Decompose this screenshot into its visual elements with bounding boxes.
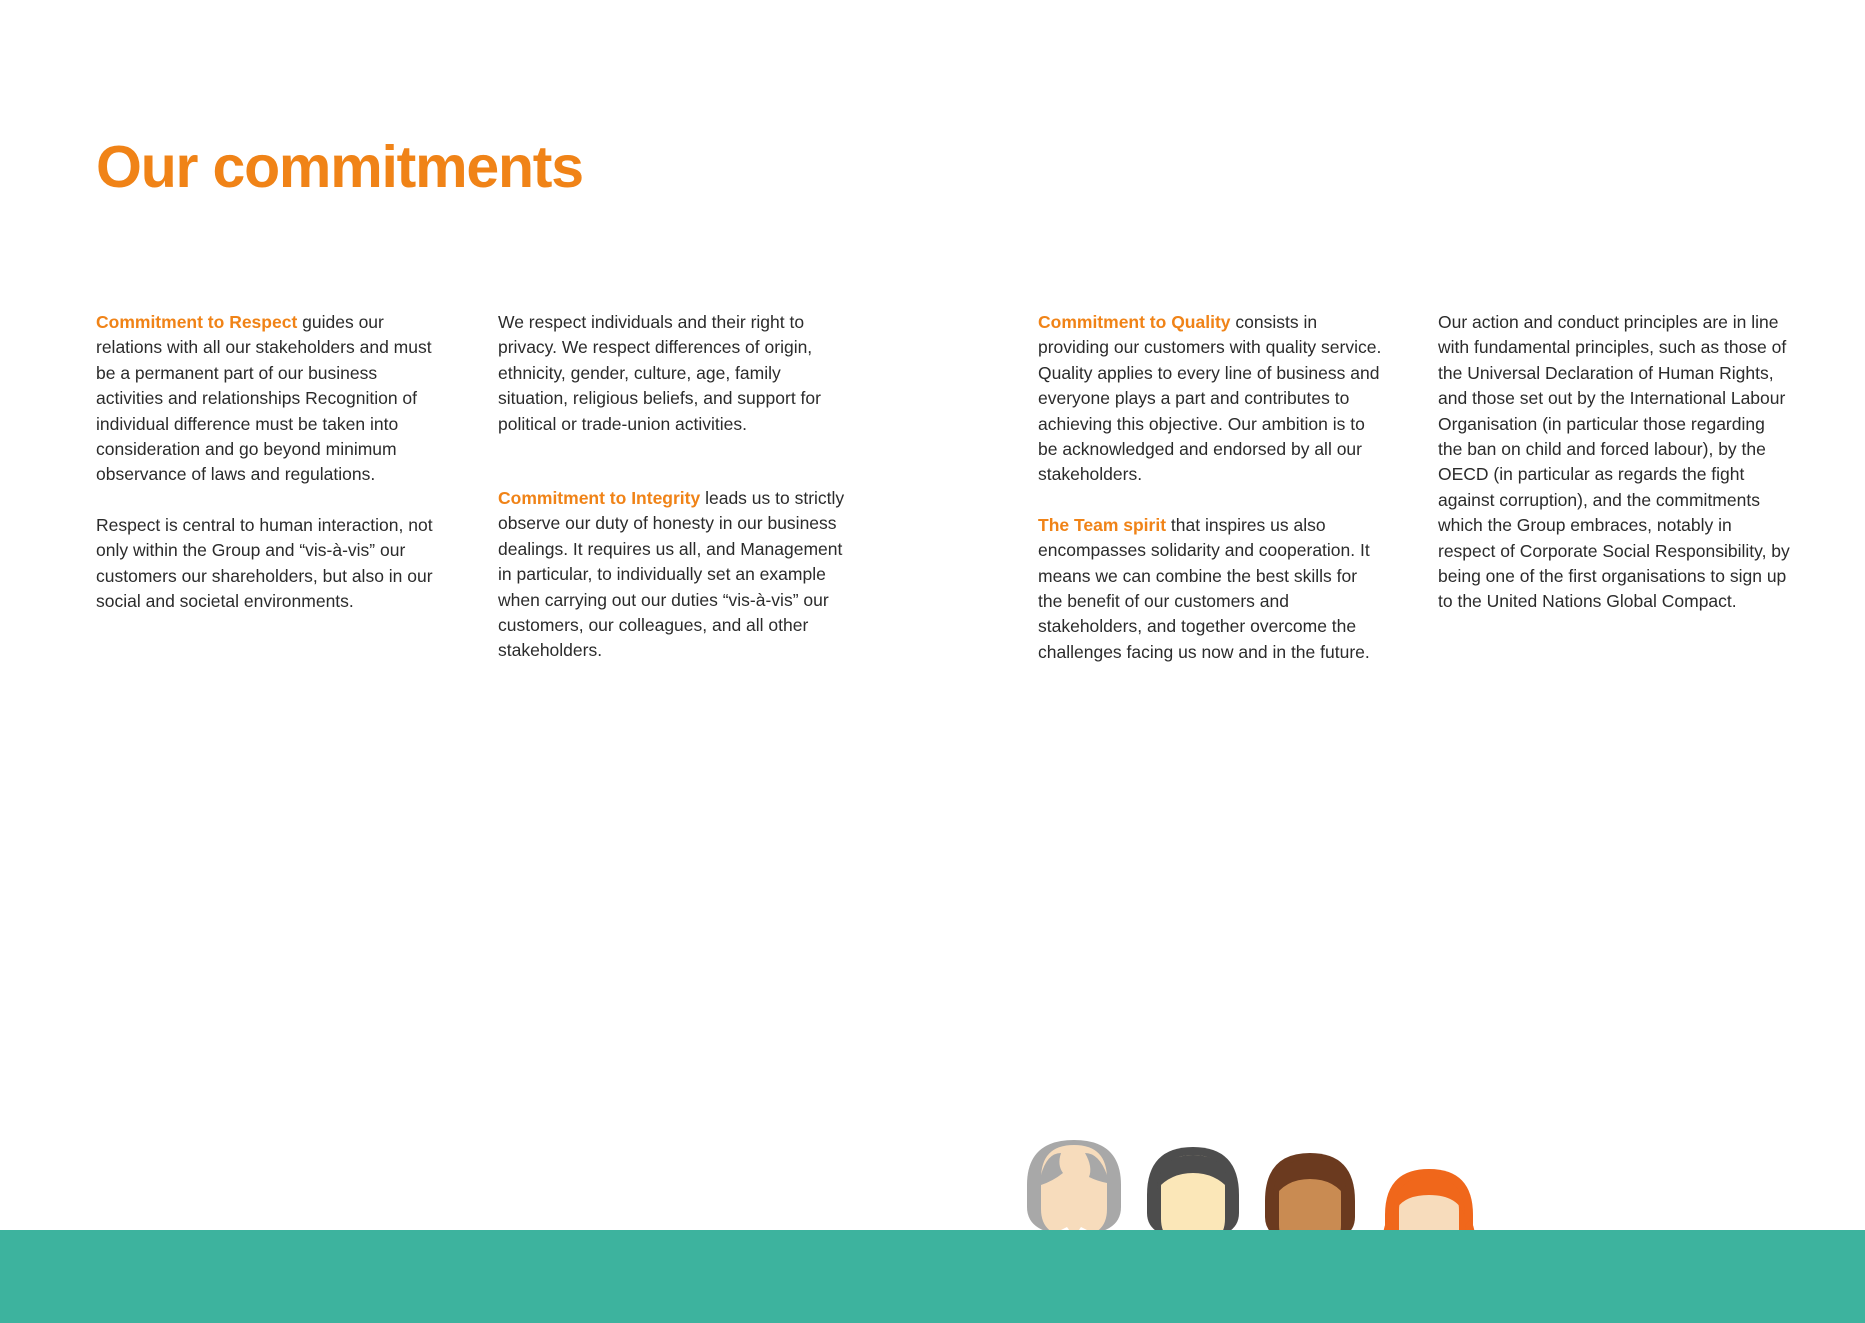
- text-columns: [96, 310, 1796, 665]
- column-2: [498, 310, 848, 665]
- paragraph-spacer: [498, 462, 848, 486]
- column-4: [1438, 310, 1793, 665]
- paragraph-text: Respect is central to human interaction, not only within the Group and “vis-à-vis” our customers our shareholders, but also in our social and societal environments.: [96, 514, 433, 612]
- page-title: Our commitments: [96, 133, 583, 200]
- paragraph-text: that inspires us also encompasses solidarity and cooperation. It means we can combine the best skills for the benefit of our customers and stakeholders, and together overcome the challenges facing us now and in the future.: [1038, 514, 1370, 662]
- paragraph-commitment-to-quality: [1038, 310, 1383, 488]
- paragraph-text: guides our relations with all our stakeholders and must be a permanent part of our business activities and relationships Recognition of individual difference must be taken into consideration and go beyond minimum observance of laws and regulations.: [96, 312, 432, 485]
- paragraph-respect-central: [96, 513, 446, 615]
- paragraph-action-and-conduct-principles: [1438, 310, 1793, 615]
- paragraph-commitment-to-respect: [96, 310, 446, 488]
- paragraph-commitment-to-integrity: [498, 486, 848, 664]
- lead-commitment-to-integrity: Commitment to Integrity: [498, 488, 701, 509]
- bottom-green-band: [0, 1230, 1865, 1323]
- lead-commitment-to-quality: Commitment to Quality: [1038, 312, 1231, 332]
- paragraph-text: leads us to strictly observe our duty of honesty in our business dealings. It requires us all, and Management in particular, to individually set an example when carrying out our duties “vis-à-vis” our customers, our colleagues, and all other stakeholders.: [498, 488, 845, 661]
- paragraph-text: consists in providing our customers with quality service. Quality applies to every line of business and everyone plays a part and contributes to achieving this objective. Our ambition is to be acknowledged and endorsed by all our stakeholders.: [1038, 312, 1382, 485]
- paragraph-text: Our action and conduct principles are in line with fundamental principles, such as those of the Universal Declaration of Human Rights, and those set out by the International Labour Organisation (in particular those regarding the ban on child and forced labour), by the OECD (in particular as regards the fight against corruption), and the commitments which the Group embraces, notably in respect of Corporate Social Responsibility, by being one of the first organisations to sign up to the United Nations Global Compact.: [1438, 312, 1790, 612]
- lead-the-team-spirit: The Team spirit: [1038, 514, 1167, 535]
- lead-commitment-to-respect: Commitment to Respect: [96, 312, 298, 332]
- paragraph-text: We respect individuals and their right to privacy. We respect differences of origin, ethnicity, gender, culture, age, family situation, religious beliefs, and support for political or trade-union activities.: [498, 312, 821, 434]
- paragraph-the-team-spirit: [1038, 513, 1383, 665]
- column-1: [96, 310, 446, 665]
- column-3: [1038, 310, 1383, 665]
- paragraph-respect-individuals: [498, 310, 848, 437]
